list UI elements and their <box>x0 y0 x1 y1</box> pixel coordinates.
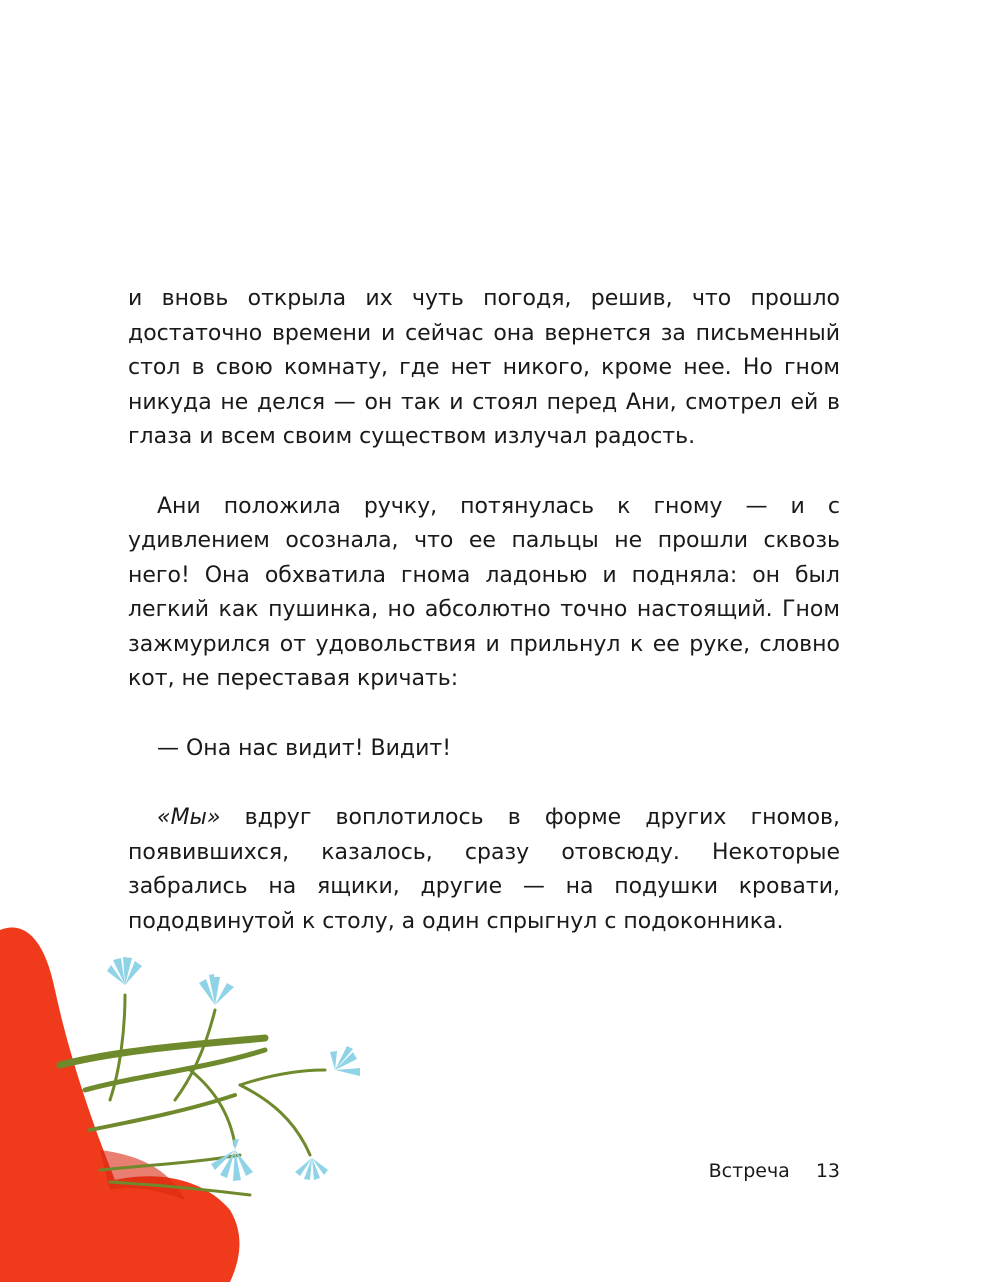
flower-5 <box>295 1158 328 1180</box>
flower-2 <box>199 974 234 1005</box>
stem-9 <box>240 1070 325 1085</box>
stem-3 <box>90 1095 235 1130</box>
page-number: 13 <box>815 1160 840 1182</box>
chapter-title: Встреча <box>708 1160 790 1182</box>
paragraph-1: и вновь открыла их чуть погодя, решив, что прошло достаточно времени и сейчас она вернется за письменный стол в свою комнату, где нет никого, кроме нее. Но гном никуда не делся — он так и стоял перед Ани, смотрел ей в глаза и всем своим существом излучал радость. <box>128 286 840 449</box>
body-text <box>128 282 840 939</box>
flower-1 <box>107 957 142 985</box>
stem-1 <box>60 1038 265 1065</box>
italic-lead: «Мы» <box>157 805 221 830</box>
flower-illustration <box>0 900 380 1282</box>
page-footer <box>709 1160 840 1182</box>
paragraph-4-text: вдруг воплотилось в форме других гномов, появившихся, казалось, сразу отовсюду. Некоторые забрались на ящики, другие — на подушки кровати, пододвинутой к столу, а один спрыгнул с подоконника. <box>128 805 840 934</box>
paragraph-2: Ани положила ручку, потянулась к гному — и с удивлением осознала, что ее пальцы не прошли сквозь него! Она обхватила гнома ладонью и подняла: он был легкий как пушинка, но абсолютно точно настоящий. Гном зажмурился от удовольствия и прильнул к ее руке, словно кот, не переставая кричать: <box>128 493 840 691</box>
flower-4 <box>211 1139 253 1181</box>
paragraph-3: — Она нас видит! Видит! <box>157 735 452 761</box>
stem-10 <box>240 1085 310 1155</box>
flower-3 <box>330 1046 360 1076</box>
